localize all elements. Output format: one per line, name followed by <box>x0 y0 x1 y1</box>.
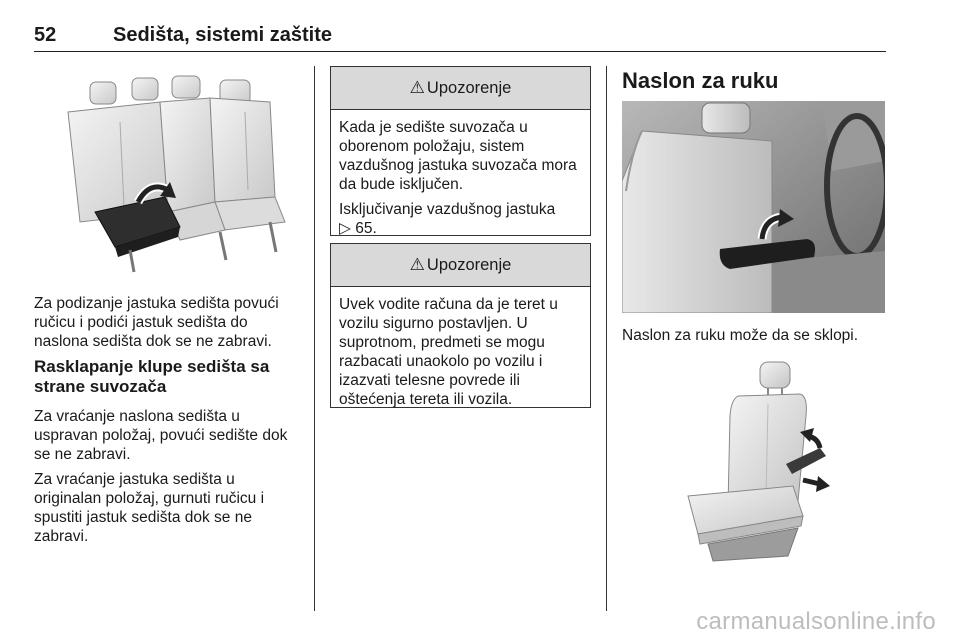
left-column <box>34 294 302 552</box>
warning-header <box>331 67 590 110</box>
warning-reference <box>339 200 582 238</box>
warning-reference-text: Isključivanje vazdušnog jastuka <box>339 201 556 218</box>
figure-caption: Za podizanje jastuka sedišta povući ručicu i podići jastuk sedišta do naslona sedišta dok se ne zabravi. <box>34 295 279 350</box>
page-reference-number[interactable]: 65. <box>355 220 377 237</box>
figure-caption: Naslon za ruku može da se sklopi. <box>622 327 859 344</box>
warning-triangle-icon: ⚠ <box>409 78 425 97</box>
page-reference-icon: ▷ <box>339 220 351 237</box>
warning-body <box>331 110 590 252</box>
paragraph: Za vraćanje naslona sedišta u uspravan položaj, povući sedište dok se ne zabravi. <box>34 408 288 463</box>
armrest-photo-illustration <box>622 101 885 313</box>
warning-box-cargo <box>330 243 591 408</box>
warning-box-airbag <box>330 66 591 236</box>
warning-triangle-icon: ⚠ <box>409 255 425 274</box>
watermark: carmanualsonline.info <box>696 608 936 635</box>
front-seat-armrest-illustration <box>668 356 843 566</box>
column-divider-2 <box>606 66 607 611</box>
warning-text: Kada je sedište suvozača u oborenom položaju, sistem vazdušnog jastuka suvozača mora da bude isključen. <box>339 119 577 193</box>
page-header <box>34 22 886 52</box>
column-divider-1 <box>314 66 315 611</box>
warning-header <box>331 244 590 287</box>
page-number: 52 <box>34 24 57 46</box>
section-heading: Rasklapanje klupe sedišta sa strane suvozača <box>34 357 270 396</box>
paragraph: Za vraćanje jastuka sedišta u originalan položaj, gurnuti ručicu i spustiti jastuk sedišta dok se ne zabravi. <box>34 471 265 545</box>
warning-title: Upozorenje <box>426 78 512 97</box>
warning-text: Uvek vodite računa da je teret u vozilu sigurno postavljen. U suprotnom, predmeti se mogu razbacati unaokolo po vozilu i izazvati telesne povrede ili oštećenja tereta ili vozila. <box>339 296 558 408</box>
rear-bench-seat-illustration <box>60 72 295 277</box>
page-title: Sedišta, sistemi zaštite <box>113 24 332 46</box>
warning-title: Upozorenje <box>426 255 512 274</box>
section-heading: Naslon za ruku <box>622 68 779 93</box>
warning-body <box>331 287 590 423</box>
